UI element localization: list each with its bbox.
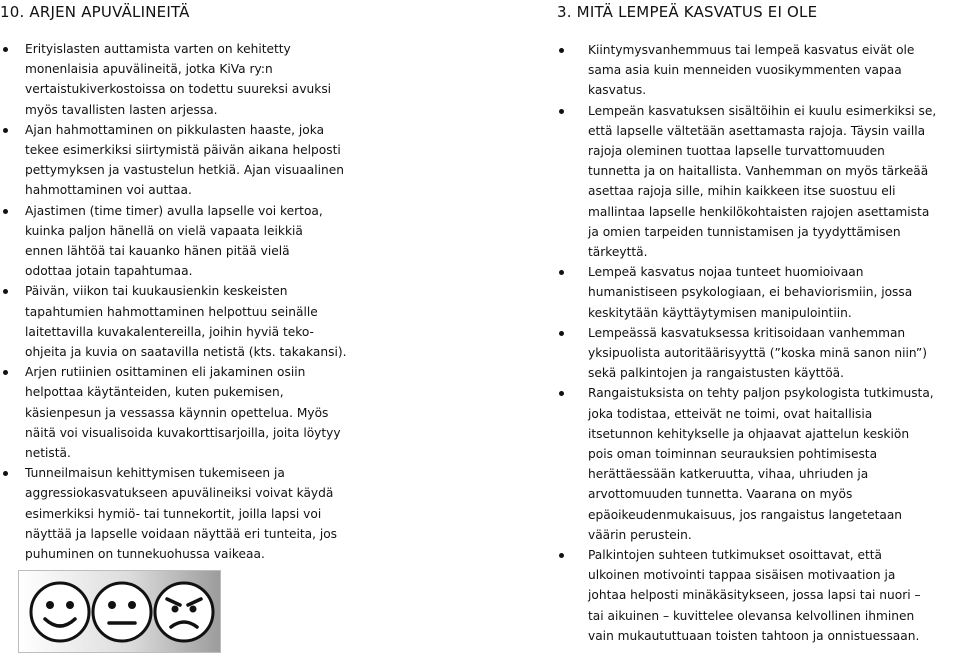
list-item: Kiintymysvanhemmuus tai lempeä kasvatus eivät ole sama asia kuin menneiden vuosikymmenten vapaa kasvatus. (557, 40, 957, 101)
bullet-icon (559, 331, 564, 336)
list-item: Päivän, viikon tai kuukausienkin keskeisten tapahtumien hahmottaminen helpottuu seinälle laitettavilla kuvakalentereilla, joihin hyviä teko- ohjeita ja kuvia on saatavilla netistä (kts. takakansi). (0, 281, 420, 362)
bullet-icon (3, 370, 8, 375)
bullet-list-right (557, 40, 957, 646)
list-item: Ajan hahmottaminen on pikkulasten haaste, joka tekee esimerkiksi siirtymistä päivän aikana helposti pettymyksen ja vastustelun hetkiä. Ajan visuaalinen hahmottaminen voi auttaa. (0, 120, 420, 201)
neutral-face-icon (89, 579, 155, 645)
list-item: Arjen rutiinien osittaminen eli jakaminen osiin helpottaa käytänteiden, kuten pukemisen, käsienpesun ja vessassa käynnin opettelua. Myös näitä voi visualisoida kuvakorttisarjoilla, joita löytyy netistä. (0, 362, 420, 463)
left-column (0, 0, 420, 564)
list-item: Tunneilmaisun kehittymisen tukemiseen ja aggressiokasvatukseen apuvälineiksi voivat käydä esimerkiksi hymiö- tai tunnekortit, joilla lapsi voi näyttää ja lapselle voidaan näyttää eri tunteita, jos puhuminen on tunnekuohussa vaikeaa. (0, 463, 420, 564)
section-heading-arjen-apuvalineita: 10. ARJEN APUVÄLINEITÄ (0, 3, 190, 21)
list-item: Ajastimen (time timer) avulla lapselle voi kertoa, kuinka paljon hänellä on vielä vapaata leikkiä ennen lähtöä tai kauanko hänen pitää vielä odottaa jotain tapahtumaa. (0, 201, 420, 282)
bullet-icon (559, 109, 564, 114)
list-item: Erityislasten auttamista varten on kehitetty monenlaisia apuvälineitä, jotka KiVa ry:n vertaistukiverkostoissa on todettu suureksi avuksi myös tavallisten lasten arjessa. (0, 39, 420, 120)
bullet-icon (559, 553, 564, 558)
angry-face-icon (151, 579, 217, 645)
list-item: Palkintojen suhteen tutkimukset osoittavat, että ulkoinen motivointi tappaa sisäisen motivaation ja johtaa helposti minäkäsitykseen, jossa lapsi tai nuori – tai aikuinen – kuvittelee olevansa kelvollinen ihminen vain mukaututtuaan toisten tahtoon ja onnistuessaan. (557, 545, 957, 646)
bullet-icon (559, 48, 564, 53)
bullet-icon (3, 289, 8, 294)
list-item: Lempeä kasvatus nojaa tunteet huomioivaan humanistiseen psykologiaan, ei behaviorismiin, jossa keskitytään käyttäytymisen manipulointiin. (557, 262, 957, 323)
bullet-icon (3, 471, 8, 476)
list-item: Rangaistuksista on tehty paljon psykologista tutkimusta, joka todistaa, etteivät ne toimi, ovat haitallisia itsetunnon kehitykselle ja ohjaavat ajattelun keskiön pois oman toiminnan seurauksien pohtimisesta herättäessään katkeruutta, vihaa, uhriuden ja arvottomuuden tunnetta. Vaarana on myös epäoikeudenmukaisuus, jos rangaistus langetetaan väärin perustein. (557, 383, 957, 545)
bullet-icon (559, 270, 564, 275)
happy-face-icon (27, 579, 93, 645)
list-item: Lempeässä kasvatuksessa kritisoidaan vanhemman yksipuolista autoritäärisyyttä (”koska minä sanon niin”) sekä palkintojen ja rangaistusten käyttöä. (557, 323, 957, 384)
bullet-list-left (0, 39, 420, 564)
bullet-icon (3, 47, 8, 52)
emotion-cards-image (18, 570, 221, 653)
bullet-icon (3, 128, 8, 133)
list-item: Lempeän kasvatuksen sisältöihin ei kuulu esimerkiksi se, että lapselle vältetään asettamasta rajoja. Täysin vailla rajoja oleminen tuottaa lapselle turvattomuuden tunnetta ja on haitallista. Vanhemman on myös tärkeää asettaa rajoja sille, mihin kaikkeen itse suostuu eli mallintaa lapselle henkilökohtaisten rajojen asettamista ja omien tarpeiden tunnistamisen ja tyydyttämisen tärkeyttä. (557, 101, 957, 263)
right-column (557, 0, 957, 646)
bullet-icon (3, 209, 8, 214)
bullet-icon (559, 391, 564, 396)
section-heading-mita-lempea-kasvatus-ei-ole: 3. MITÄ LEMPEÄ KASVATUS EI OLE (557, 3, 818, 21)
